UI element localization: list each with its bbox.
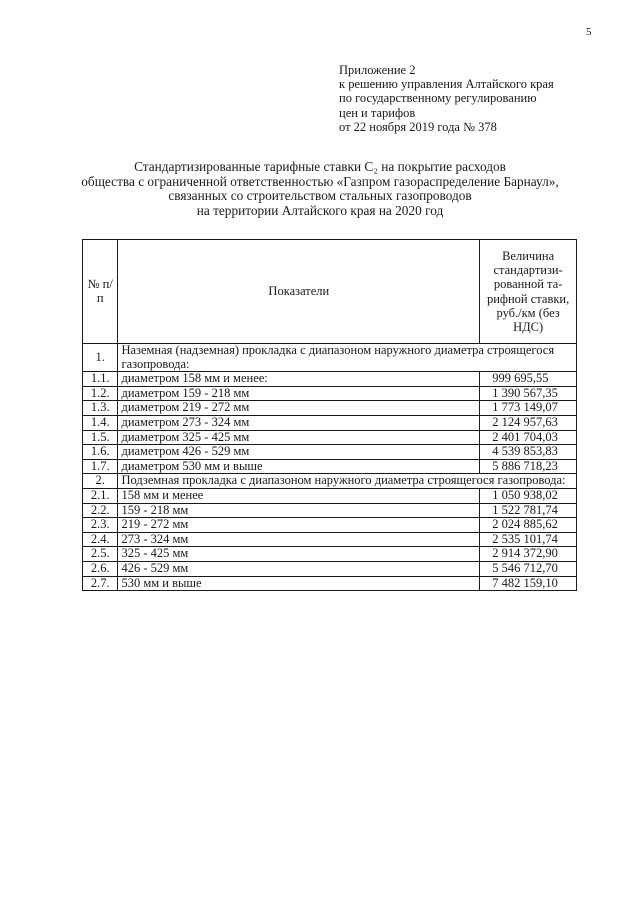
table-row	[83, 372, 577, 387]
header-indicator: Показатели	[118, 240, 480, 344]
row-number: 2.2.	[83, 503, 118, 518]
row-number: 1.4.	[83, 415, 118, 430]
row-label: диаметром 159 - 218 мм	[118, 386, 480, 401]
table-row	[83, 503, 577, 518]
table-row	[83, 561, 577, 576]
section-number: 1.	[83, 344, 118, 372]
row-value: 1 773 149,07	[480, 401, 577, 416]
row-value: 7 482 159,10	[480, 576, 577, 591]
row-value: 2 124 957,63	[480, 415, 577, 430]
table-section-row	[83, 474, 577, 489]
row-number: 2.6.	[83, 561, 118, 576]
table-row	[83, 547, 577, 562]
title-line: связанных со строительством стальных газопроводов	[168, 188, 472, 204]
table-body	[83, 344, 577, 591]
row-label: 159 - 218 мм	[118, 503, 480, 518]
row-label: диаметром 530 мм и выше	[118, 459, 480, 474]
header-value: Величина стандартизи-рованной та-рифной ставки, руб./км (без НДС)	[480, 240, 577, 344]
appendix-line: от 22 ноября 2019 года № 378	[339, 119, 497, 134]
tariff-table	[82, 239, 577, 591]
table-section-row	[83, 344, 577, 372]
row-label: диаметром 273 - 324 мм	[118, 415, 480, 430]
row-value: 5 886 718,23	[480, 459, 577, 474]
row-value: 4 539 853,83	[480, 445, 577, 460]
row-number: 2.5.	[83, 547, 118, 562]
appendix-line: по государственному регулированию	[339, 91, 537, 106]
table-row	[83, 532, 577, 547]
title-line: на территории Алтайского края на 2020 год	[196, 202, 444, 218]
row-label: диаметром 426 - 529 мм	[118, 445, 480, 460]
row-label: диаметром 158 мм и менее:	[118, 372, 480, 387]
row-number: 2.7.	[83, 576, 118, 591]
row-value: 5 546 712,70	[480, 561, 577, 576]
row-value: 1 050 938,02	[480, 488, 577, 503]
row-value: 1 390 567,35	[480, 386, 577, 401]
row-number: 1.3.	[83, 401, 118, 416]
table-row	[83, 488, 577, 503]
row-label: 325 - 425 мм	[118, 547, 480, 562]
row-number: 2.1.	[83, 488, 118, 503]
row-value: 1 522 781,74	[480, 503, 577, 518]
table-row	[83, 430, 577, 445]
row-value: 2 401 704,03	[480, 430, 577, 445]
row-value: 2 914 372,90	[480, 547, 577, 562]
table-row	[83, 386, 577, 401]
row-number: 2.3.	[83, 518, 118, 533]
table-row	[83, 415, 577, 430]
row-label: диаметром 325 - 425 мм	[118, 430, 480, 445]
row-label: диаметром 219 - 272 мм	[118, 401, 480, 416]
row-label: 530 мм и выше	[118, 576, 480, 591]
row-number: 1.1.	[83, 372, 118, 387]
row-label: 426 - 529 мм	[118, 561, 480, 576]
document-title	[60, 160, 580, 218]
title-line: общества с ограниченной ответственностью «Газпром газораспределение Барнаул»,	[81, 173, 559, 189]
row-number: 1.2.	[83, 386, 118, 401]
page-number: 5	[586, 26, 592, 38]
row-value: 2 535 101,74	[480, 532, 577, 547]
row-label: 158 мм и менее	[118, 488, 480, 503]
appendix-line: к решению управления Алтайского края	[339, 77, 554, 92]
row-number: 1.6.	[83, 445, 118, 460]
row-number: 1.7.	[83, 459, 118, 474]
table-row	[83, 576, 577, 591]
row-label: 219 - 272 мм	[118, 518, 480, 533]
table-row	[83, 401, 577, 416]
header-number: № п/п	[83, 240, 118, 344]
appendix-line: цен и тарифов	[339, 105, 416, 120]
table-header-row	[83, 240, 577, 344]
table-row	[83, 445, 577, 460]
row-number: 1.5.	[83, 430, 118, 445]
row-value: 2 024 885,62	[480, 518, 577, 533]
row-number: 2.4.	[83, 532, 118, 547]
row-label: 273 - 324 мм	[118, 532, 480, 547]
table-row	[83, 518, 577, 533]
section-number: 2.	[83, 474, 118, 489]
section-title: Подземная прокладка с диапазоном наружного диаметра строящегося газопровода:	[118, 474, 577, 489]
section-title: Наземная (надземная) прокладка с диапазоном наружного диаметра строящегося газопровода:	[118, 344, 577, 372]
appendix-line: Приложение 2	[339, 63, 416, 77]
title-line: Стандартизированные тарифные ставки С₂ на покрытие расходов	[134, 159, 506, 174]
table-row	[83, 459, 577, 474]
appendix-block	[339, 63, 554, 134]
row-value: 999 695,55	[480, 372, 577, 387]
